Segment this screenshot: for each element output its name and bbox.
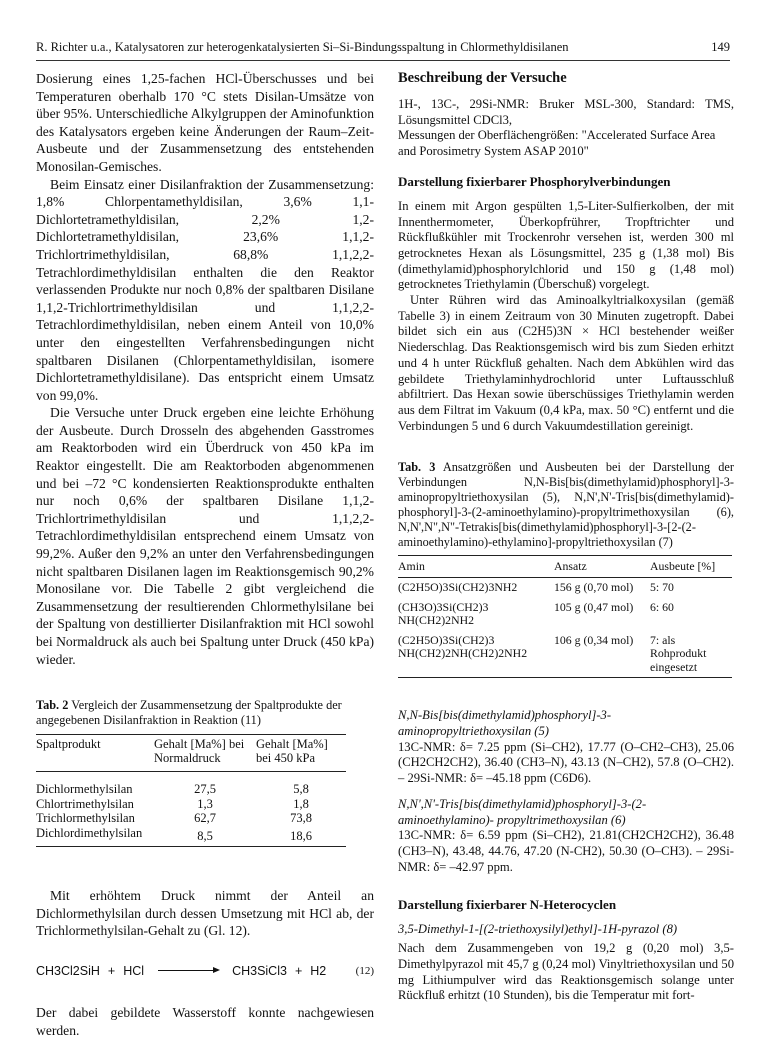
table-cell: 105 g (0,47 mol) — [554, 599, 634, 614]
subsection-title-phosphoryl: Darstellung fixierbarer Phosphorylverbindungen — [398, 173, 671, 189]
paragraph-2: Beim Einsatz einer Disilanfraktion der Zusammensetzung: 1,8% Chlorpentamethyldisilan, 3,6% 1,1-Dichlortetramethyldisilan, 2,2% 1,2-Dichlortetramethyldisilan, 23,6% 1,1,2-Trichlortrimethyldisilan, 68,8% 1,1,2,2-Tetrachlordimethyldisilan enthalten die den Reaktor verlassenden Produkte nur noch 0,8% der spaltbaren Disilane 1,1,2-Trichlortrimethyldisilan und 1,1,2,2-Tetrachlordimethyldisilan, neben einem Anteil von 10,0% unter den eingestellten Verfahrensbedingungen nicht spaltbaren Disilanen (Chlorpentamethyldisilan, isomere Dichlortetramethyldisilane). Das entspricht einem Umsatz von 99,0%. — [36, 176, 374, 403]
table-cell: 7: als Rohprodukt eingesetzt — [650, 632, 707, 674]
table-cell: 106 g (0,34 mol) — [554, 632, 634, 647]
table-cell: (C2H5O)3Si(CH2)3NH2 — [398, 580, 518, 595]
paragraph-4: Mit erhöhtem Druck nimmt der Anteil an Dichlormethylsilan durch dessen Umsetzung mit HCl ab, der Trichlormethylsilan-Gehalt zu (Gl. 12). — [36, 888, 374, 939]
table-3-header: Amin — [398, 559, 425, 574]
compound-6-nmr: 13C-NMR: δ= 6.59 ppm (Si–CH2), 21.81(CH2CH2CH2), 36.48 (CH3–N), 43.48, 44.76, 47.20 (N-CH2), 50.30 (O–CH3). – 29Si-NMR: δ= –42.97 ppm. — [398, 828, 734, 874]
table-cell: 62,7 — [194, 811, 216, 826]
procedure-paragraph-2: Unter Rühren wird das Aminoalkyltrialkoxysilan (gemäß Tabelle 3) in einem Zeitraum von 30 Minuten zugetropft. Dabei bildet sich ein aus (C2H5)3N × HCl bestehender weißer Niederschlag. Das Reaktionsgemisch wird bis zum Sieden erhitzt und 4 h unter Rückfluß gehalten. Nach dem Abkühlen wird das gebildete Triethylaminhydrochlorid unter Luftausschluß abfiltriert. Das Hexan sowie überschüssiges Triethylamin werden aus dem Filtrat im Vakuum (0,4 kPa, max. 50 °C) entfernt und die Verbindungen 5 und 6 durch Vakuumdestillation gereinigt. — [398, 293, 734, 433]
procedure-paragraph-3: Nach dem Zusammengeben von 19,2 g (0,20 mol) 3,5-Dimethylpyrazol mit 45,7 g (0,24 mol) Vinyltriethoxysilan und 50 mg Lithiumpulver wird das Reaktionsgemisch solange unter Rückfluß erhitzt (10 Stunden), bis die Temperatur mit fort- — [398, 941, 734, 1003]
table-row — [36, 826, 346, 847]
running-header — [36, 40, 730, 55]
table-cell: 1,3 — [197, 796, 213, 811]
compound-5-nmr: 13C-NMR: δ= 7.25 ppm (Si–CH2), 17.77 (O–CH2–CH3), 25.06 (CH2CH2CH2), 36.40 (CH3–N), 43.13 (N–CH2), 57.8 (O–CH2). – 29Si-NMR: δ= –45.18 ppm (C6D6). — [398, 739, 734, 786]
eq-plus: + — [294, 963, 303, 978]
table-3 — [398, 555, 732, 678]
table-cell: (C2H5O)3Si(CH2)3 NH(CH2)2NH(CH2)2NH2 — [398, 632, 528, 661]
header-rule — [36, 60, 730, 61]
table-cell: (CH3O)3Si(CH2)3 NH(CH2)2NH2 — [398, 599, 489, 628]
table-cell: 8,5 — [197, 828, 213, 843]
surface-measurement-info: Messungen der Oberflächengrößen: "Accelerated Surface Area and Porosimetry System ASAP 2010" — [398, 128, 716, 159]
table-cell: Dichlormethylsilan — [36, 782, 133, 797]
table-cell: 156 g (0,70 mol) — [554, 580, 634, 595]
table-2-caption — [36, 698, 374, 728]
table-3-header-row — [398, 556, 732, 578]
table-3-caption-text: Ansatzgrößen und Ausbeuten bei der Darstellung der Verbindungen N,N-Bis[bis(dimethylamid)phosphoryl]-3-aminopropyltriethoxysilan (5), N,N',N'-Tris[bis(dimethylamid)-phosphoryl]-3-(2-aminoethylamino)-propyltrimethoxysilan (6), N,N',N",N"-Tetrakis[bis(dimethylamid)phosphoryl]-3-[2-(2-aminoethylamino)-ethylamino]-propyltriethoxysilan (7) — [398, 460, 734, 550]
table-3-label: Tab. 3 — [398, 460, 436, 475]
reaction-arrow-icon — [158, 970, 218, 971]
table-row — [36, 772, 346, 797]
equation-12 — [36, 964, 374, 978]
table-cell: Trichlormethylsilan — [36, 811, 135, 826]
eq-reactant-1: CH3Cl2SiH — [36, 963, 100, 978]
equation-number: (12) — [355, 964, 374, 977]
table-cell: Dichlordimethylsilan — [36, 825, 143, 840]
table-3-header: Ausbeute [%] — [650, 559, 716, 574]
nmr-instrument-info: 1H-, 13C-, 29Si-NMR: Bruker MSL-300, Standard: TMS, Lösungsmittel CDCl3, — [398, 97, 734, 127]
paragraph-5: Der dabei gebildete Wasserstoff konnte nachgewiesen werden. — [36, 1004, 374, 1038]
table-row — [398, 598, 732, 631]
right-column — [398, 70, 734, 1004]
table-cell: Chlortrimethylsilan — [36, 796, 134, 811]
table-3-header: Ansatz — [554, 559, 587, 574]
eq-product-1: CH3SiCl3 — [232, 963, 287, 978]
procedure-paragraph-1: In einem mit Argon gespülten 1,5-Liter-Sulfierkolben, der mit Innenthermometer, Überkopfrührer, Tropftrichter und Rückflußkühler mit Trockenrohr versehen ist, werden 300 ml getrocknetes Hexan als Lösungsmittel, 235 g (1,38 mol) Bis (dimethylamid)phosphorylchlorid und 150 g (1,48 mol) getrocknetes Triethylamin (Überschuß) vorgelegt. — [398, 198, 734, 292]
table-row — [398, 631, 732, 678]
compound-6-name: N,N',N'-Tris[bis(dimethylamid)phosphoryl]-3-(2-aminoethylamino)- propyltrimethoxysilan (6) — [398, 796, 647, 827]
table-cell: 73,8 — [290, 811, 312, 826]
table-2 — [36, 734, 346, 847]
table-row — [36, 797, 346, 812]
table-cell: 5: 70 — [650, 580, 674, 595]
table-2-header: Spaltprodukt — [36, 737, 101, 752]
paragraph-1: Dosierung eines 1,25-fachen HCl-Überschusses und bei Temperaturen oberhalb 170 °C stets Disilan-Umsätze von über 95%. Unterschiedliche Alkylgruppen der Aminofunktion des Katalysators ergeben keine Änderungen der Raum–Zeit-Ausbeute und der Zusammensetzung des entstehenden Monosilan-Gemisches. — [36, 71, 374, 174]
section-title: Beschreibung der Versuche — [398, 70, 567, 86]
table-cell: 27,5 — [194, 782, 216, 797]
table-row — [398, 578, 732, 598]
paragraph-3: Die Versuche unter Druck ergeben eine leichte Erhöhung der Ausbeute. Durch Drosseln des abgehenden Gasstromes am Reaktorboden wird ein Überdruck von 450 kPa im Reaktor eingestellt. Die am Reaktorboden abgenommenen und bei –72 °C kondensierten Reaktionsprodukte enthalten nur noch 0,6% der spaltbaren Disilane 1,1,2-Trichlortrimethyldisilan und 1,1,2,2-Tetrachlordimethyldisilan entsprechend einem Umsatz von 99,2%. Außer den 9,2% an unter den Verfahrensbedingungen nicht spaltbaren Disilanen lagen im Reaktionsgemisch 90,2% Monosilane vor. Die Tabelle 2 gibt vergleichend die Zusammensetzung der resultierenden Chlormethylsilane bei der Spaltung von destillierter Disilanfraktion mit HCl sowohl bei Normaldruck als auch bei Spaltung unter Druck (450 kPa) wieder. — [36, 405, 374, 667]
table-2-header: Gehalt [Ma%] bei 450 kPa — [256, 737, 328, 766]
table-2-caption-text: Vergleich der Zusammensetzung der Spaltprodukte der angegebenen Disilanfraktion in Reaktion (11) — [36, 698, 342, 728]
eq-product-2: H2 — [310, 963, 327, 978]
table-2-label: Tab. 2 — [36, 698, 69, 713]
table-2-header: Gehalt [Ma%] bei Normaldruck — [154, 737, 245, 766]
table-row — [36, 811, 346, 826]
eq-reactant-2: HCl — [123, 963, 145, 978]
table-cell: 1,8 — [293, 796, 309, 811]
running-title: R. Richter u.a., Katalysatoren zur heterogenkatalysierten Si–Si-Bindungsspaltung in Chlormethyldisilanen — [36, 40, 569, 54]
table-cell: 5,8 — [293, 782, 309, 797]
table-3-caption — [398, 460, 734, 550]
table-cell: 18,6 — [290, 828, 312, 843]
compound-8-name: 3,5-Dimethyl-1-[(2-triethoxysilyl)ethyl]-1H-pyrazol (8) — [398, 922, 678, 937]
table-cell: 6: 60 — [650, 599, 674, 614]
subsection-title-heterocycles: Darstellung fixierbarer N-Heterocyclen — [398, 897, 617, 913]
left-column — [36, 70, 374, 1039]
page-number: 149 — [711, 40, 730, 54]
compound-5-name: N,N-Bis[bis(dimethylamid)phosphoryl]-3-aminopropyltriethoxysilan (5) — [398, 708, 612, 739]
table-2-header-row — [36, 735, 346, 772]
eq-plus: + — [107, 963, 116, 978]
